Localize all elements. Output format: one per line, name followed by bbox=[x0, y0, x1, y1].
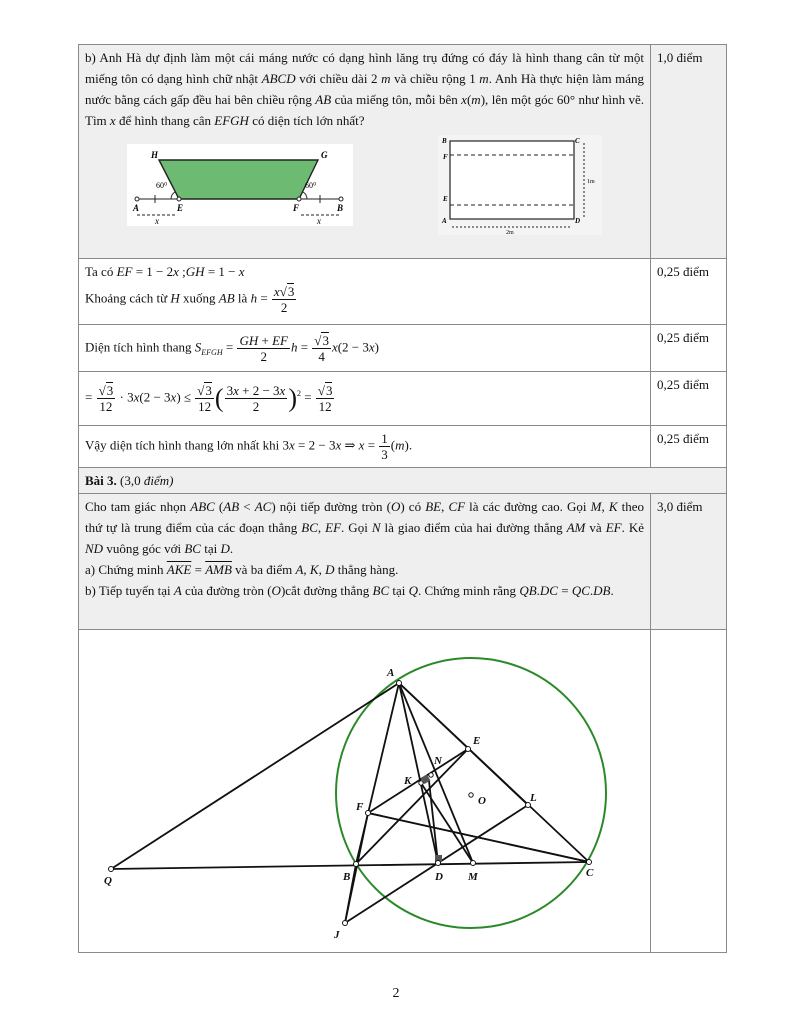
problem-b-text: b) Anh Hà dự định làm một cái máng nước có dạng hình lăng trụ đứng có đáy là hình thang cân từ một miếng tôn có dạng hình chữ nhật ABCD với chiều dài 2 m và chiều rộng 1 m. Anh Hà thực hiện làm máng nước bằng cách gấp đều hai bên chiều rộng AB của miếng tôn, mỗi bên x(m), lên một góc 60° như hình vẽ. Tìm x để hình thang cân EFGH có diện tích lớn nhất? bbox=[85, 50, 645, 128]
points-cell: 0,25 điểm bbox=[651, 372, 727, 426]
angle-label-right: 60⁰ bbox=[305, 181, 317, 190]
label-F: F bbox=[293, 203, 300, 213]
label-E: E bbox=[177, 203, 184, 213]
geo-label-J: J bbox=[334, 929, 340, 941]
solution-row-2: Diện tích hình thang $S_{EFGH}$ = $\frac{GH + EF}{2}$ h = $\frac{√3}{4}$ x(2 − 3x) bbox=[79, 325, 651, 372]
solution-row-1: Ta có EF = 1 − 2x ;GH = 1 − x Khoảng cách từ H xuống AB là h = $\frac{x√3}{2}$ bbox=[79, 259, 651, 325]
page-number: 2 bbox=[392, 986, 400, 1001]
geo-label-M: M bbox=[468, 871, 478, 883]
geo-label-K: K bbox=[404, 775, 412, 787]
geo-label-L: L bbox=[530, 792, 537, 804]
rect-label-E: E bbox=[442, 195, 448, 203]
geo-label-A: A bbox=[387, 667, 395, 679]
trapezoid-figure bbox=[127, 144, 353, 226]
points-cell-empty bbox=[651, 630, 727, 953]
points-cell: 0,25 điểm bbox=[651, 325, 727, 372]
points-cell: 1,0 điểm bbox=[651, 45, 727, 259]
rect-label-B: B bbox=[441, 137, 447, 145]
problem-3-cell: Cho tam giác nhọn ABC (AB < AC) nội tiếp đường tròn (O) có BE, CF là các đường cao. Gọi M, K theo thứ tự là trung điểm của các đoạn thẳng BC, EF. Gọi N là giao điểm của hai đường thẳng AM và EF. Kẻ ND vuông góc với BC tại D. a) Chứng minh $\overline{AKE} = \overline{AMB}$ và ba điểm A, K, D thẳng hàng. b) Tiếp tuyến tại A của đường tròn (O)cắt đường thẳng BC tại Q. Chứng minh rằng QB.DC = QC.DB. bbox=[79, 494, 651, 630]
x-label-left: x bbox=[155, 216, 160, 226]
geo-label-D: D bbox=[435, 871, 443, 883]
geo-label-Q: Q bbox=[104, 875, 112, 887]
label-H: H bbox=[151, 150, 159, 160]
solution-table bbox=[78, 44, 727, 953]
rect-length-label: 2m bbox=[505, 230, 514, 235]
problem-b-cell bbox=[79, 45, 651, 259]
solution-row-3: = $\frac{√3}{12}$ · 3x(2 − 3x) ≤ $\frac{√3}{12}$ ( $\frac{3x + 2 - 3x}{2}$ )$^2$ = $\frac{√3}{12}$ bbox=[79, 372, 651, 426]
geo-label-O: O bbox=[478, 795, 486, 807]
rectangle-figure bbox=[438, 135, 602, 235]
x-label-right: x bbox=[317, 216, 322, 226]
geo-label-B: B bbox=[343, 871, 351, 883]
geometry-figure-cell bbox=[79, 630, 651, 953]
section-header: Bài 3. (3,0 điểm) bbox=[79, 468, 727, 494]
points-cell: 3,0 điểm bbox=[651, 494, 727, 630]
rect-width-label: 1m bbox=[586, 179, 595, 185]
geo-label-E: E bbox=[473, 735, 481, 747]
geo-label-F: F bbox=[356, 801, 364, 813]
problem-b-figures bbox=[85, 135, 644, 235]
rect-label-D: D bbox=[574, 217, 580, 225]
label-B: B bbox=[337, 203, 344, 213]
points-cell: 0,25 điểm bbox=[651, 426, 727, 468]
label-G: G bbox=[321, 150, 328, 160]
rect-label-A: A bbox=[441, 217, 447, 225]
geo-label-N: N bbox=[434, 755, 442, 767]
rect-label-C: C bbox=[574, 137, 580, 145]
geometry-figure bbox=[79, 630, 638, 946]
solution-row-4: Vậy diện tích hình thang lớn nhất khi 3x = 2 − 3x ⇒ x = $\frac{1}{3}$ (m). bbox=[79, 426, 651, 468]
geo-label-C: C bbox=[586, 867, 594, 879]
points-cell: 0,25 điểm bbox=[651, 259, 727, 325]
label-A: A bbox=[133, 203, 140, 213]
rect-label-F: F bbox=[442, 153, 448, 161]
angle-label-left: 60⁰ bbox=[156, 181, 168, 190]
